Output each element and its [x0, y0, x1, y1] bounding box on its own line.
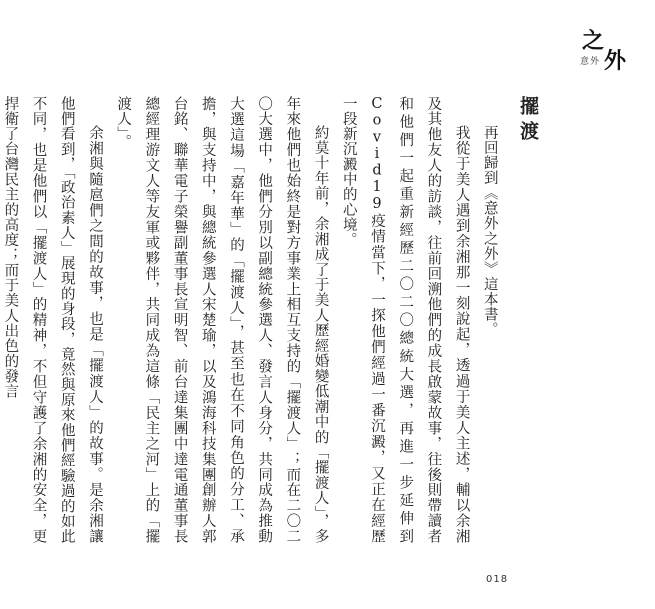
running-header-logo [574, 28, 634, 86]
paragraph-1: 再回歸到《意外之外》這本書。 [481, 125, 498, 338]
logo-char-zhi: 之 [582, 28, 605, 54]
chapter-title: 擺渡 [517, 96, 539, 146]
page-number: 018 [486, 574, 509, 585]
vertical-body-text [0, 96, 542, 544]
logo-small-text: 意外 [580, 57, 601, 67]
logo-char-wai: 外 [604, 48, 627, 74]
paragraph-2: 我從于美人遇到余湘那一刻說起，透過于美人主述，輔以余湘及其他友人的訪談，往前回溯他們的成長啟蒙故事，往後則帶讀者和他們一起重新經歷二〇二〇總統大選，再進一步延伸到Covid19疫情當下，一探他們經過一番沉澱，又正在經歷一段新沉澱中的心境。 [340, 96, 470, 544]
paragraph-4: 余湘與隨扈們之間的故事，也是「擺渡人」的故事。是余湘讓他們看到，「政治素人」展現的身段，竟然與原來他們經驗過的如此不同，也是他們以「擺渡人」的精神，不但守護了余湘的安全，更捍衛了台灣民主的高度；而于美人出色的發言 [2, 96, 103, 544]
paragraph-3: 約莫十年前，余湘成了于美人歷經婚變低潮中的「擺渡人」，多年來他們也始終是對方事業上相互支持的「擺渡人」；而在二〇二〇大選中，他們分別以副總統參選人、發言人身分，共同成為推動大選這場「嘉年華」的「擺渡人」，甚至也在不同角色的分工、承擔，與支持中，與總統參選人宋楚瑜，以及鴻海科技集團創辦人郭台銘、聯華電子榮譽副董事長宣明智、前台達集團中達電通董事長總經理游文人等友軍或夥伴，共同成為這條「民主之河」上的「擺渡人」。 [115, 96, 329, 544]
